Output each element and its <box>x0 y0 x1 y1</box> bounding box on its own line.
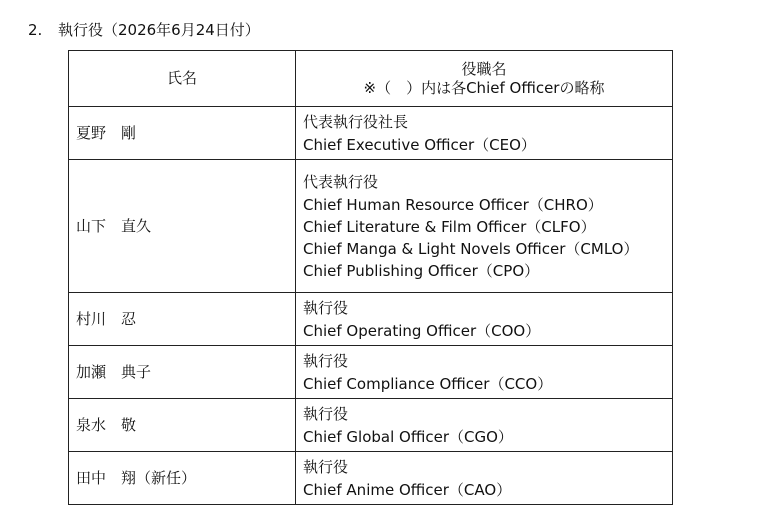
officer-name: 夏野 剛 <box>69 107 296 160</box>
officer-name: 泉水 敬 <box>69 399 296 452</box>
table-row <box>69 452 673 505</box>
role-title: 執行役 <box>303 351 349 370</box>
table-row <box>69 346 673 399</box>
officer-roles <box>296 399 673 452</box>
role-column-title: 役職名 <box>461 59 507 78</box>
table-row <box>69 293 673 346</box>
role-column-note: ※（ ）内は各Chief Officerの略称 <box>363 78 605 97</box>
officer-name: 田中 翔（新任） <box>69 452 296 505</box>
role-title: 代表執行役社長 <box>303 112 409 131</box>
role-officer: Chief Human Resource Officer（CHRO） <box>303 195 603 214</box>
role-officer: Chief Global Officer（CGO） <box>303 427 513 446</box>
role-officer: Chief Literature & Film Officer（CLFO） <box>303 217 596 236</box>
officer-roles <box>296 346 673 399</box>
officer-name: 加瀬 典子 <box>69 346 296 399</box>
officer-roles <box>296 293 673 346</box>
section-number: 2. <box>28 21 43 39</box>
role-title: 執行役 <box>303 404 349 423</box>
table-row <box>69 107 673 160</box>
role-column-header <box>296 51 673 107</box>
table-row <box>69 399 673 452</box>
role-officer: Chief Compliance Officer（CCO） <box>303 374 553 393</box>
officer-roles <box>296 452 673 505</box>
table-row <box>69 160 673 293</box>
officer-name: 村川 忍 <box>69 293 296 346</box>
role-title: 代表執行役 <box>303 172 379 191</box>
executive-officers-table <box>68 50 673 505</box>
section-title: 執行役（2026年6月24日付） <box>58 21 260 39</box>
role-officer: Chief Manga & Light Novels Officer（CMLO） <box>303 239 639 258</box>
role-officer: Chief Operating Officer（COO） <box>303 321 541 340</box>
section-heading <box>28 20 260 40</box>
role-officer: Chief Publishing Officer（CPO） <box>303 261 540 280</box>
role-title: 執行役 <box>303 457 349 476</box>
table-header-row <box>69 51 673 107</box>
role-title: 執行役 <box>303 298 349 317</box>
officer-roles <box>296 160 673 293</box>
name-column-header: 氏名 <box>69 51 296 107</box>
officer-roles <box>296 107 673 160</box>
role-officer: Chief Anime Officer（CAO） <box>303 480 512 499</box>
officer-name: 山下 直久 <box>69 160 296 293</box>
role-officer: Chief Executive Officer（CEO） <box>303 135 536 154</box>
